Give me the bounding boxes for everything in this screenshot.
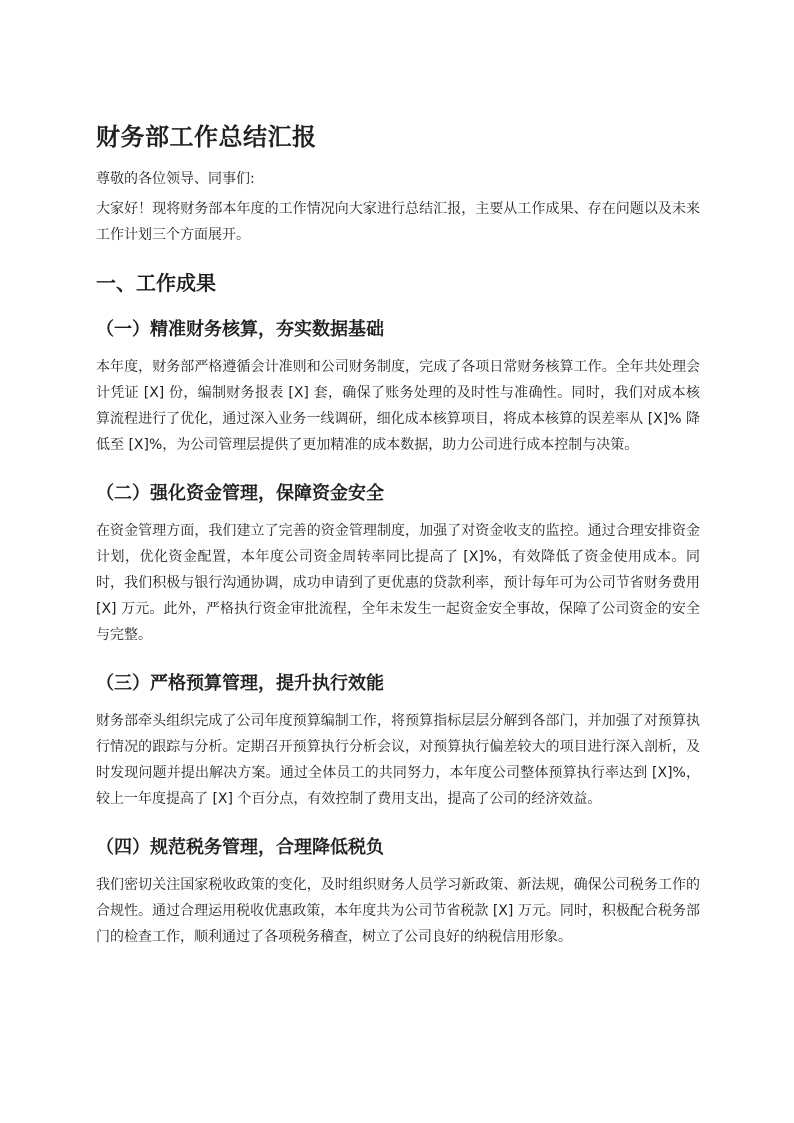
document-title: 财务部工作总结汇报	[96, 123, 317, 151]
subsection-body-budget: 财务部牵头组织完成了公司年度预算编制工作，将预算指标层层分解到各部门，并加强了对预算执行情况的跟踪与分析。定期召开预算执行分析会议，对预算执行偏差较大的项目进行深入剖析，及时发现问题并提出解决方案。通过全体员工的共同努力，本年度公司整体预算执行率达到 [X]%，较上一年度提高了 [X] 个百分点，有效控制了费用支出，提高了公司的经济效益。	[96, 713, 700, 807]
subsection-heading-budget: （三）严格预算管理，提升执行效能	[96, 673, 384, 694]
subsection-body-tax: 我们密切关注国家税收政策的变化，及时组织财务人员学习新政策、新法规，确保公司税务工作的合规性。通过合理运用税收优惠政策，本年度共为公司节省税款 [X] 万元。同时，积极配合税务部门的检查工作，顺利通过了各项税务稽查，树立了公司良好的纳税信用形象。	[96, 877, 700, 945]
section-heading-work-results: 一、工作成果	[96, 271, 216, 295]
subsection-body-funds: 在资金管理方面，我们建立了完善的资金管理制度，加强了对资金收支的监控。通过合理安排资金计划，优化资金配置，本年度公司资金周转率同比提高了 [X]%，有效降低了资金使用成本。同时，我们积极与银行沟通协调，成功申请到了更优惠的贷款利率，预计每年可为公司节省财务费用 [X] 万元。此外，严格执行资金审批流程，全年未发生一起资金安全事故，保障了公司资金的安全与完整。	[96, 523, 700, 643]
greeting: 尊敬的各位领导、同事们:	[96, 171, 255, 187]
subsection-heading-tax: （四）规范税务管理，合理降低税负	[96, 837, 384, 858]
subsection-heading-accounting: （一）精准财务核算，夯实数据基础	[96, 319, 384, 340]
document-page	[96, 120, 700, 954]
subsection-heading-funds: （二）强化资金管理，保障资金安全	[96, 483, 384, 504]
subsection-body-accounting: 本年度，财务部严格遵循会计准则和公司财务制度，完成了各项日常财务核算工作。全年共处理会计凭证 [X] 份，编制财务报表 [X] 套，确保了账务处理的及时性与准确性。同时，我们对成本核算流程进行了优化，通过深入业务一线调研，细化成本核算项目，将成本核算的误差率从 [X]% 降低至 [X]%，为公司管理层提供了更加精准的成本数据，助力公司进行成本控制与决策。	[96, 359, 700, 453]
intro-paragraph: 大家好！现将财务部本年度的工作情况向大家进行总结汇报，主要从工作成果、存在问题以及未来工作计划三个方面展开。	[96, 201, 700, 243]
